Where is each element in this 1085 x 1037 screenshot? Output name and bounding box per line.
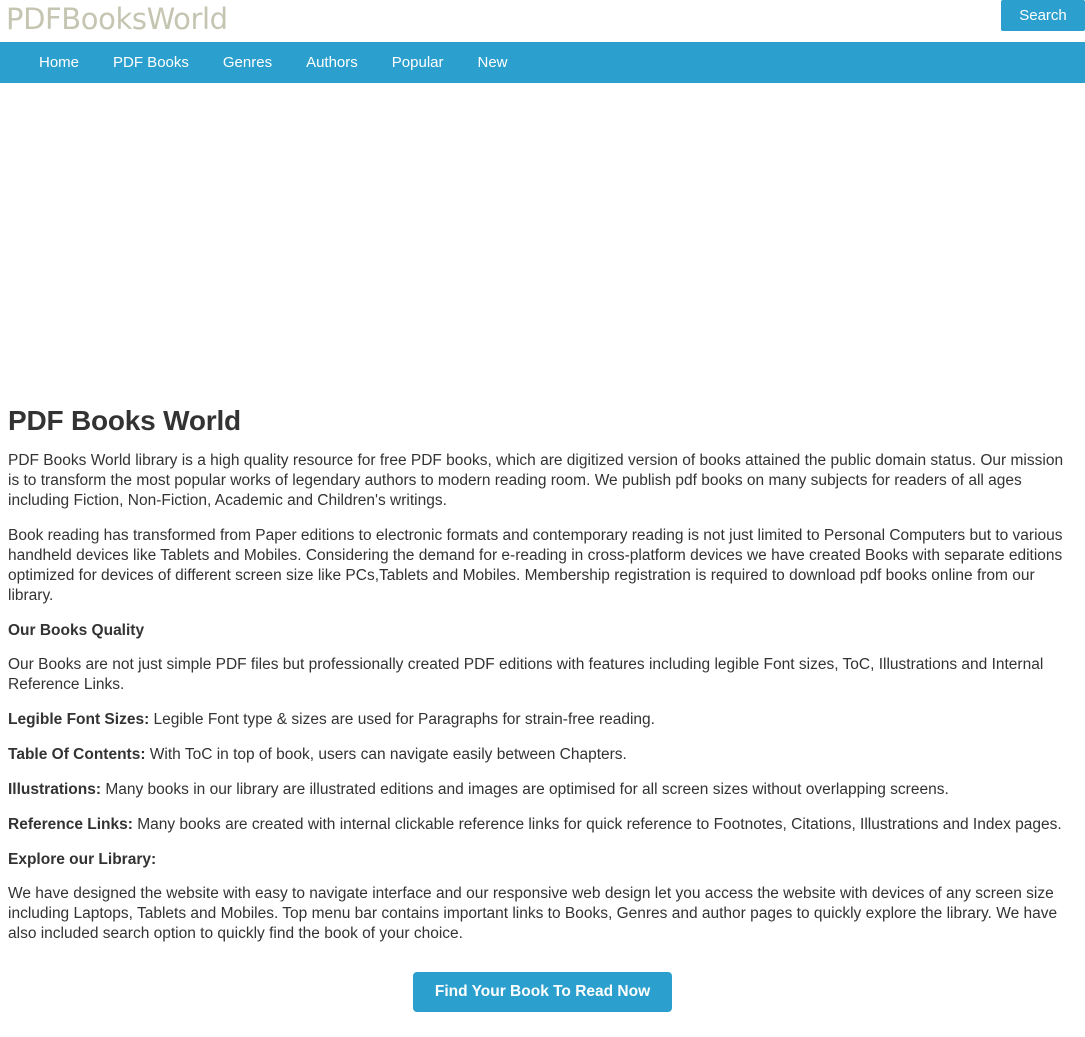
explore-library-heading: Explore our Library:: [8, 851, 157, 868]
feature-label: Illustrations:: [8, 781, 102, 798]
nav-item-genres[interactable]: Genres: [222, 54, 273, 71]
intro-paragraph-2: Book reading has transformed from Paper editions to electronic formats and contemporary reading is not just limited to Personal Computers but to various handheld devices like Tablets and Mobiles. Considering the demand for e-reading in cross-platform devices we have created Books with separate editions optimized for devices of different screen size like PCs,Tablets and Mobiles. Membership registration is required to download pdf books online from our library.: [8, 527, 1063, 604]
feature-label: Table Of Contents:: [8, 746, 146, 763]
feature-text: Many books in our library are illustrated editions and images are optimised for all screen sizes without overlapping screens.: [101, 781, 949, 798]
site-header: [0, 0, 1085, 42]
feature-text: Many books are created with internal clickable reference links for quick reference to Footnotes, Citations, Illustrations and Index pages.: [132, 816, 1062, 833]
feature-illustrations: [8, 780, 1077, 800]
site-logo[interactable]: [6, 2, 228, 36]
explore-library-text: We have designed the website with easy to navigate interface and our responsive web design let you access the website with devices of any screen size including Laptops, Tablets and Mobiles. Top menu bar contains important links to Books, Genres and author pages to quickly explore the library. We have also included search option to quickly find the book of your choice.: [8, 885, 1058, 942]
feature-reference-links: [8, 815, 1077, 835]
find-your-book-button[interactable]: Find Your Book To Read Now: [413, 972, 672, 1012]
nav-item-authors[interactable]: Authors: [306, 54, 358, 71]
intro-paragraph-1: PDF Books World library is a high quality resource for free PDF books, which are digitized version of books attained the public domain status. Our mission is to transform the most popular works of legendary authors to modern reading room. We publish pdf books on many subjects for readers of all ages including Fiction, Non-Fiction, Academic and Children's writings.: [8, 452, 1064, 509]
feature-label: Reference Links:: [8, 816, 133, 833]
books-quality-text: Our Books are not just simple PDF files but professionally created PDF editions with features including legible Font sizes, ToC, Illustrations and Internal Reference Links.: [8, 656, 1044, 693]
nav-item-popular[interactable]: Popular: [391, 54, 444, 71]
hero-banner-area: [0, 83, 1085, 405]
search-button[interactable]: Search: [1001, 0, 1085, 31]
main-navigation: [0, 42, 1085, 83]
books-quality-heading: Our Books Quality: [8, 622, 145, 639]
nav-item-new[interactable]: New: [477, 54, 508, 71]
feature-table-of-contents: [8, 745, 1077, 765]
feature-label: Legible Font Sizes:: [8, 711, 150, 728]
feature-legible-font-sizes: [8, 710, 1077, 730]
site-logo-text: PDFBooksWorld: [6, 2, 228, 36]
nav-item-pdf-books[interactable]: PDF Books: [113, 54, 189, 71]
cta-container: [8, 972, 1077, 1037]
feature-text: With ToC in top of book, users can navigate easily between Chapters.: [145, 746, 627, 763]
page-title: PDF Books World: [8, 405, 241, 436]
nav-item-home[interactable]: Home: [39, 54, 80, 71]
main-content: [0, 405, 1085, 1037]
feature-text: Legible Font type & sizes are used for Paragraphs for strain-free reading.: [149, 711, 655, 728]
